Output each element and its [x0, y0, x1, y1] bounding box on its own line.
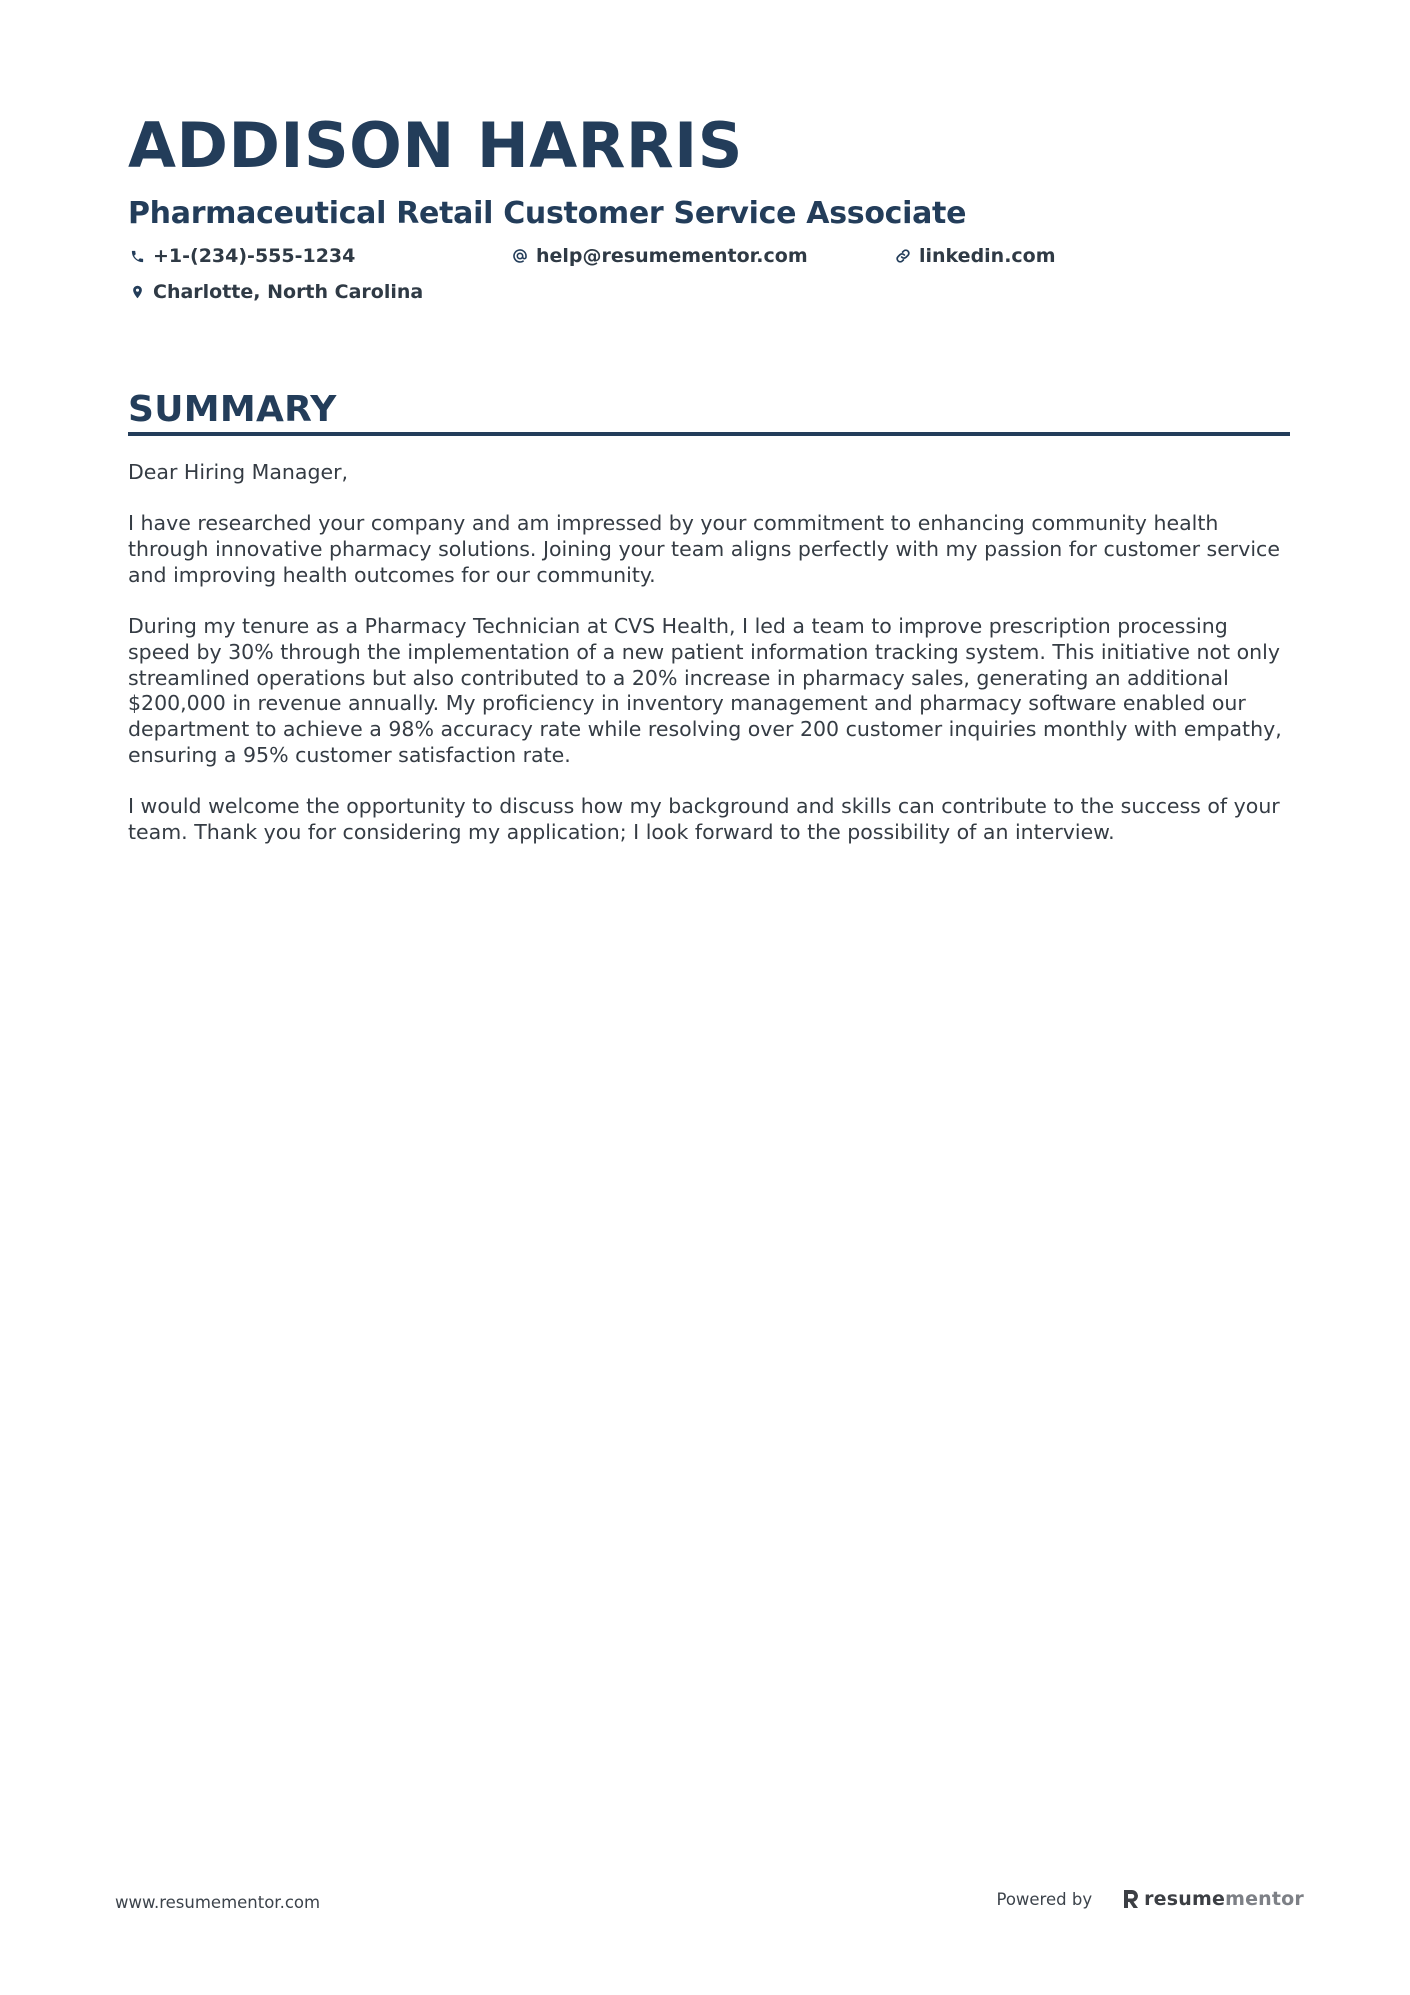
phone-icon	[128, 247, 146, 265]
brand-name	[1144, 1888, 1304, 1910]
letter-paragraph: I would welcome the opportunity to discuss how my background and skills can contribute to the success of your team. Thank you for considering my application; I look forward to the possibility of an interview.	[128, 794, 1280, 844]
contact-phone[interactable]	[128, 244, 511, 268]
footer-branding	[996, 1888, 1304, 1910]
section-divider	[128, 432, 1290, 436]
website-text: linkedin.com	[919, 245, 1056, 267]
email-text: help@resumementor.com	[536, 245, 808, 267]
header	[128, 108, 1288, 304]
location-pin-icon	[128, 283, 146, 301]
brand-name-bold: resume	[1144, 1888, 1226, 1910]
link-icon	[894, 247, 912, 265]
summary-section	[128, 388, 1290, 871]
letter-body	[128, 460, 1290, 846]
contact-list	[128, 244, 1288, 304]
brand-logo[interactable]	[1122, 1888, 1304, 1910]
letter-paragraph: During my tenure as a Pharmacy Technician at CVS Health, I led a team to improve prescription processing speed by 30% through the implementation of a new patient information tracking system. This initiative not only streamlined operations but also contributed to a 20% increase in pharmacy sales, generating an additional $200,000 in revenue annually. My proficiency in inventory management and pharmacy software enabled our department to achieve a 98% accuracy rate while resolving over 200 customer inquiries monthly with empathy, ensuring a 95% customer satisfaction rate.	[128, 614, 1282, 767]
brand-name-light: mentor	[1225, 1888, 1304, 1910]
contact-website[interactable]	[894, 244, 1277, 268]
footer-website-link[interactable]: www.resumementor.com	[115, 1893, 321, 1912]
contact-location	[128, 280, 511, 304]
location-text: Charlotte, North Carolina	[153, 281, 424, 303]
at-icon	[511, 247, 529, 265]
job-title: Pharmaceutical Retail Customer Service Associate	[128, 196, 967, 231]
resumementor-logo-icon	[1122, 1889, 1140, 1909]
powered-by-text: Powered by	[996, 1889, 1093, 1909]
contact-email[interactable]	[511, 244, 894, 268]
letter-paragraph: I have researched your company and am impressed by your commitment to enhancing community health through innovative pharmacy solutions. Joining your team aligns perfectly with my passion for customer service and improving health outcomes for our community.	[128, 511, 1280, 587]
letter-greeting: Dear Hiring Manager,	[128, 460, 349, 484]
section-title: SUMMARY	[128, 389, 337, 430]
candidate-name: ADDISON HARRIS	[128, 109, 743, 182]
phone-text: +1-(234)-555-1234	[153, 245, 356, 267]
